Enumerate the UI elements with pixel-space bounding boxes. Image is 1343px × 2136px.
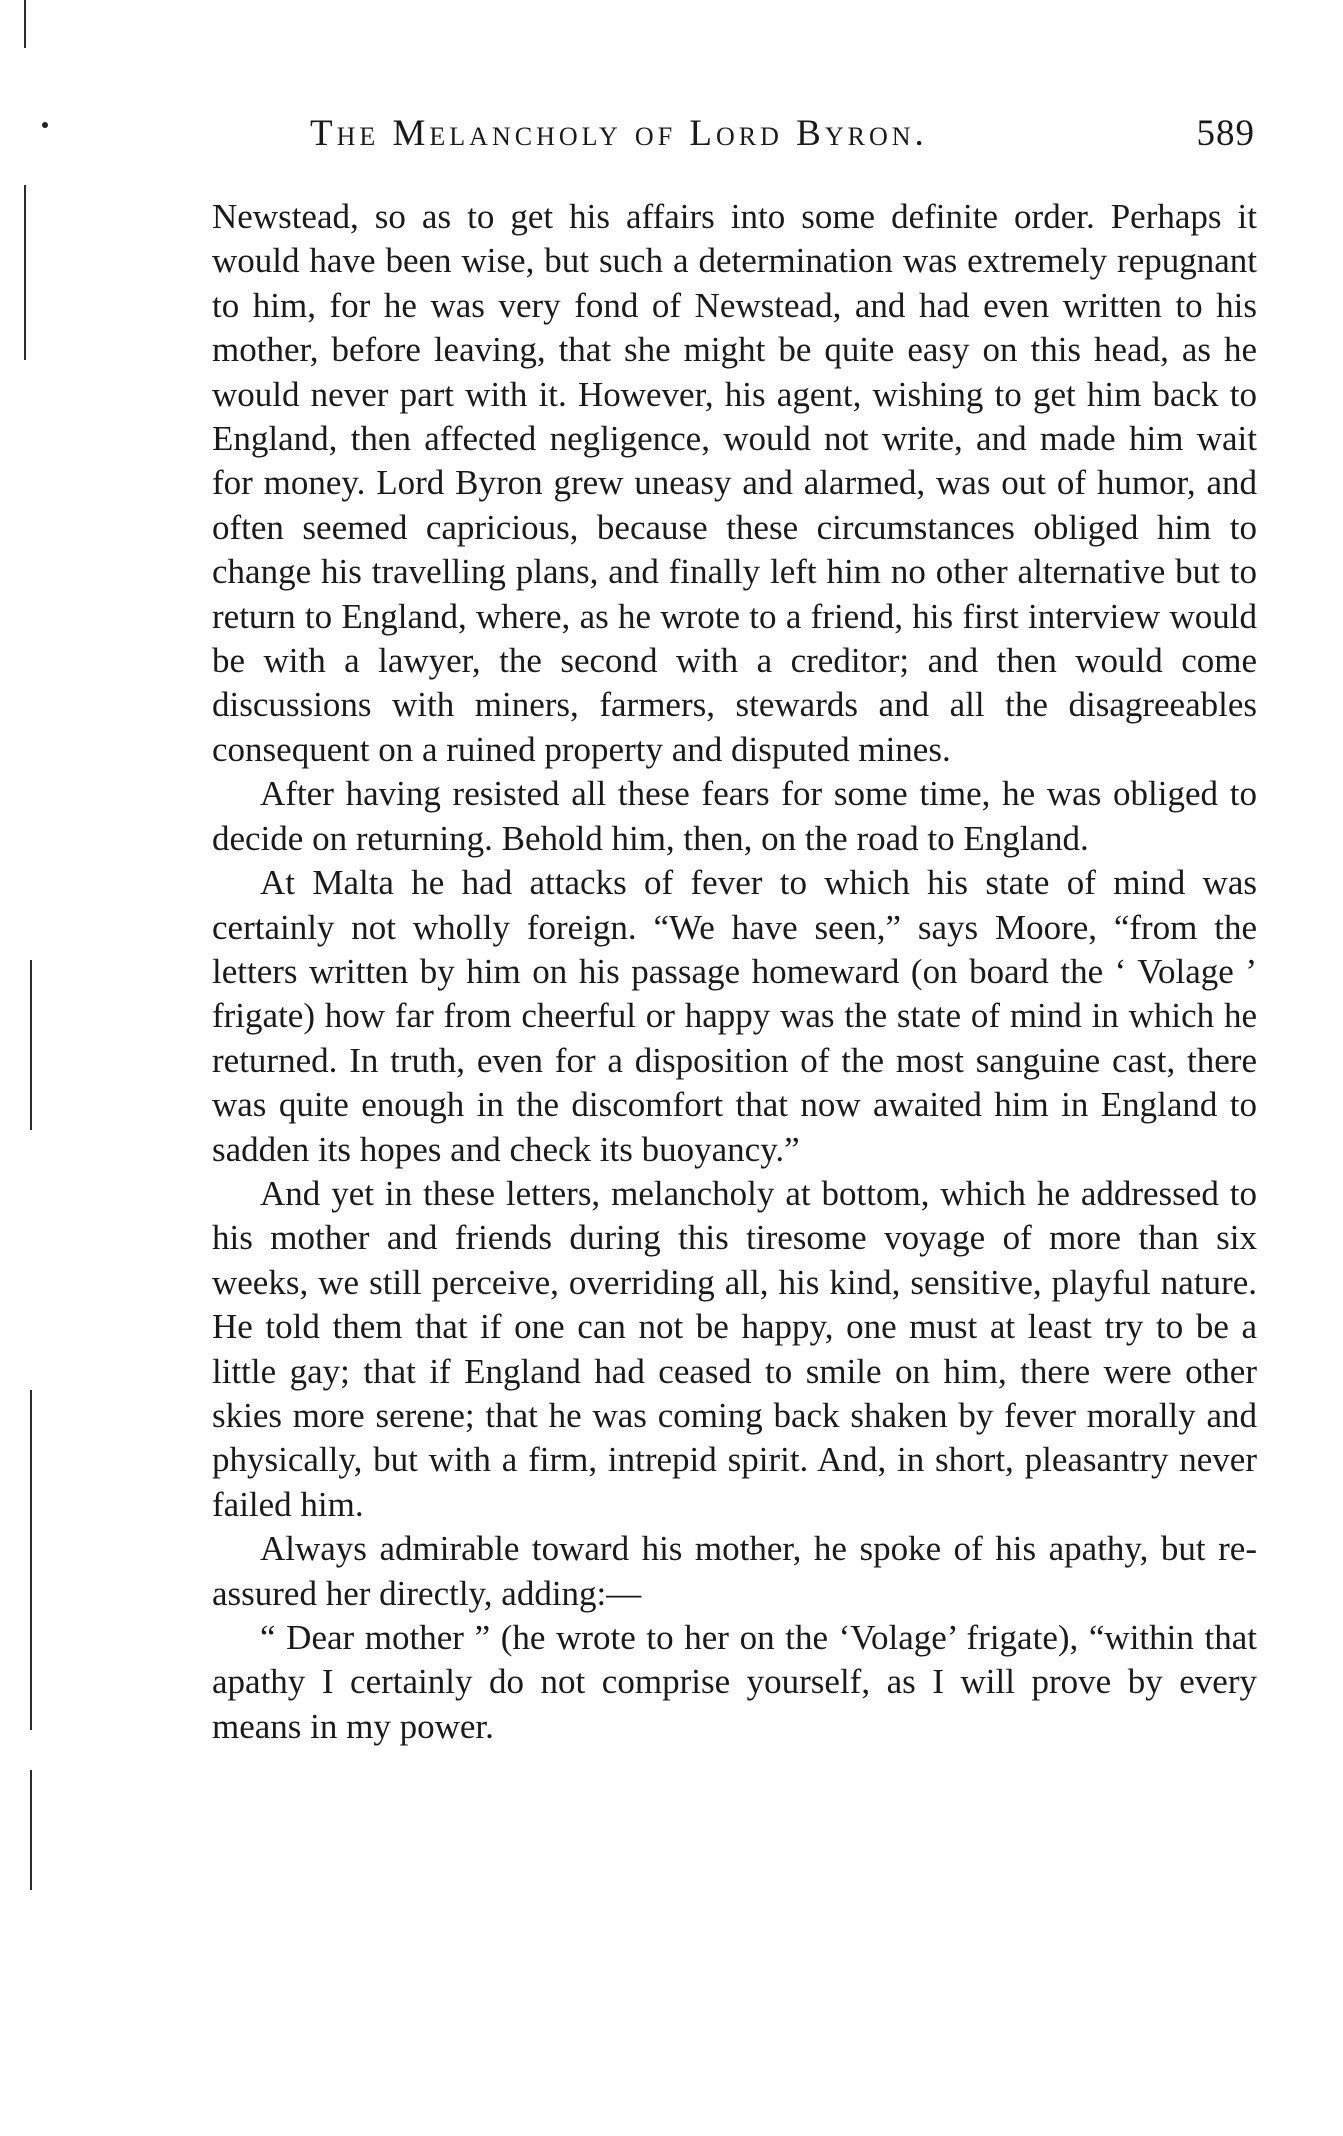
paragraph: “ Dear mother ” (he wrote to her on the ‘Volage’ frigate), “within that apathy I certainly do not comprise yourself, as I will prove by every means in my power. [212,1618,1257,1746]
running-title: The Melancholy of Lord Byron. [310,113,928,154]
page-number: 589 [1196,113,1255,154]
page-header [210,112,1255,162]
margin-rule [24,185,26,360]
margin-rule [30,1770,32,1890]
paragraph: Always admirable toward his mother, he spoke of his apathy, but re-assured her directly, adding:— [212,1529,1257,1613]
paragraph: Newstead, so as to get his affairs into some definite order. Perhaps it would have been wise, but such a determination was extremely repugnant to him, for he was very fond of Newstead, and had even written to his mother, before leaving, that she might be quite easy on this head, as he would never part with it. However, his agent, wishing to get him back to England, then affected negligence, would not write, and made him wait for money. Lord Byron grew uneasy and alarmed, was out of humor, and often seemed capricious, because these circumstances obliged him to change his travelling plans, and finally left him no other alternative but to return to England, where, as he wrote to a friend, his first interview would be with a lawyer, the second with a creditor; and then would come discussions with miners, farmers, stewards and all the disagreeables consequent on a ruined property and disputed mines. [212,197,1257,769]
paragraph: At Malta he had attacks of fever to which his state of mind was certainly not wholly foreign. “We have seen,” says Moore, “from the letters written by him on his passage homeward (on board the ‘ Volage ’ frigate) how far from cheerful or happy was the state of mind in which he returned. In truth, even for a disposition of the most sanguine cast, there was quite enough in the discomfort that now awaited him in England to sadden its hopes and check its buoyancy.” [212,863,1257,1169]
paragraph: After having resisted all these fears for some time, he was obliged to decide on returning. Behold him, then, on the road to England. [212,774,1257,858]
margin-rule [30,960,32,1130]
margin-rule [30,1390,32,1730]
margin-dot [42,122,48,128]
paragraph: And yet in these letters, melancholy at bottom, which he addressed to his mother and friends during this tiresome voyage of more than six weeks, we still perceive, overriding all, his kind, sensitive, playful nature. He told them that if one can not be happy, one must at least try to be a little gay; that if England had ceased to smile on him, there were other skies more serene; that he was coming back shaken by fever morally and physically, but with a firm, intrepid spirit. And, in short, pleasantry never failed him. [212,1173,1257,1524]
body-text [212,195,1257,1749]
margin-rule-top [24,0,26,48]
